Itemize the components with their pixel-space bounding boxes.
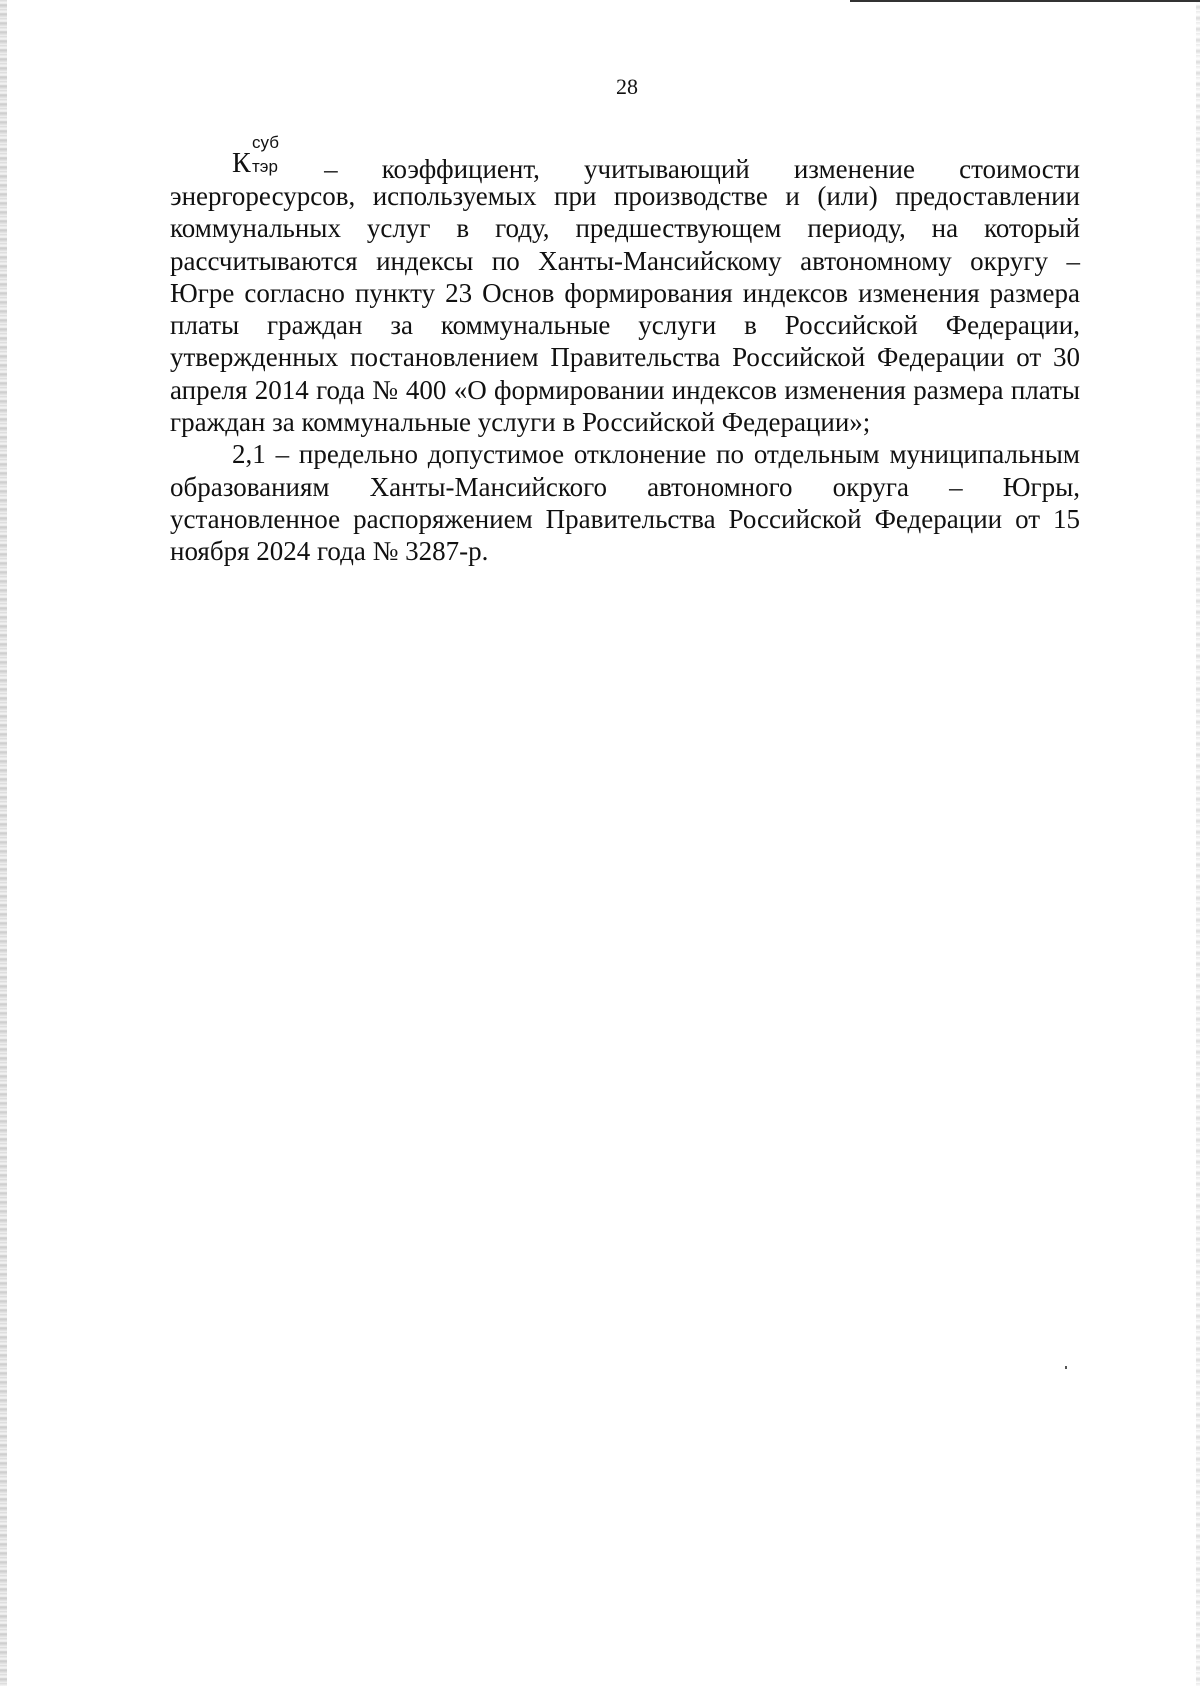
scan-speck: [1065, 1366, 1067, 1369]
scan-edge-left: [0, 0, 7, 1686]
first-line-word: –: [324, 154, 338, 184]
first-line-word: коэффициент,: [381, 154, 540, 184]
scan-top-border: [850, 0, 1200, 2]
paragraph-2: 2,1 – предельно допустимое отклонение по отдельным муниципальным образованиям Ханты-Мансийского автономного округа – Югры, установленное распоряжением Правительства Российской Федерации от 15 ноября 2024 года № 3287-р.: [170, 439, 1080, 567]
document-body: [170, 133, 1080, 568]
coefficient-base: К: [232, 148, 251, 179]
first-line-word: изменение: [793, 154, 915, 184]
coefficient-subscript: тэр: [252, 157, 278, 176]
coefficient-symbol: [232, 133, 280, 179]
paragraph-1-first-line: [232, 133, 1080, 184]
coefficient-superscript: суб: [252, 133, 279, 152]
first-line-word: учитывающий: [584, 154, 750, 184]
page-number: 28: [616, 74, 638, 99]
paragraph-1-body: энергоресурсов, используемых при производстве и (или) предоставлении коммунальных услуг в году, предшествующем периоду, на который рассчитываются индексы по Ханты-Мансийскому автономному округу – Югре согласно пункту 23 Основ формирования индексов изменения размера платы граждан за коммунальные услуги в Российской Федерации, утвержденных постановлением Правительства Российской Федерации от 30 апреля 2014 года № 400 «О формировании индексов изменения размера платы граждан за коммунальные услуги в Российской Федерации»;: [170, 181, 1080, 438]
first-line-word: стоимости: [959, 154, 1080, 184]
scan-edge-right: [1196, 0, 1200, 1686]
